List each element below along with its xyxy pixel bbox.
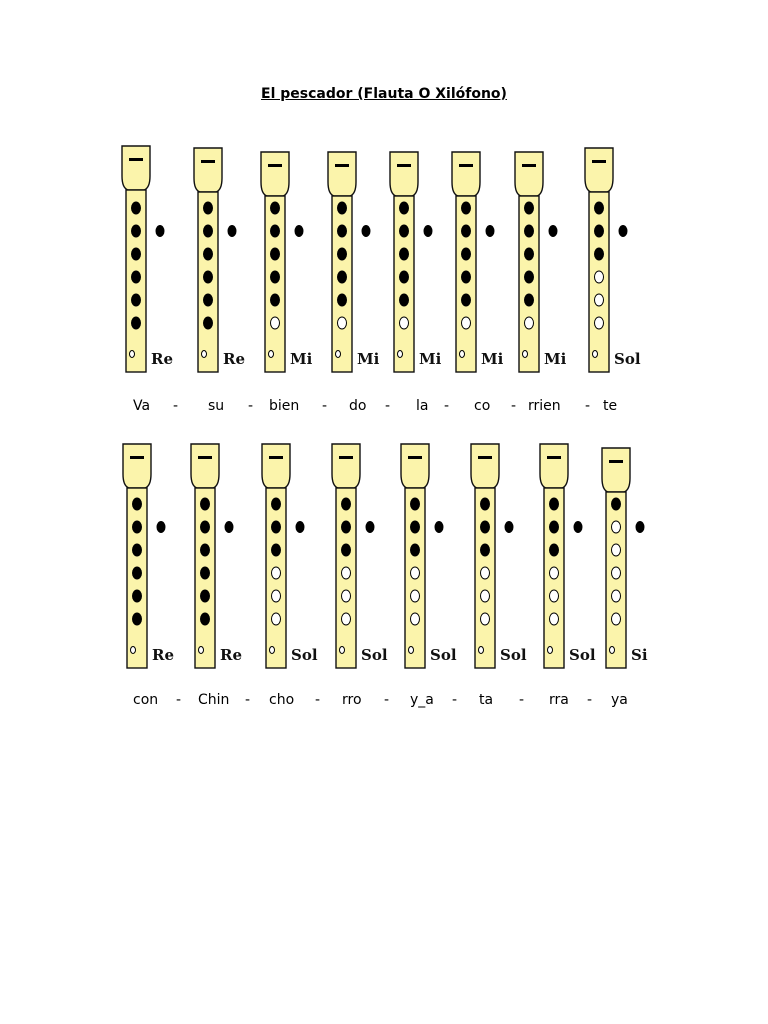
- note-label: Si: [631, 646, 648, 664]
- small-open-hole: [131, 647, 136, 654]
- open-hole: [612, 613, 621, 625]
- open-hole: [595, 271, 604, 283]
- lyric-syllable: y_a: [410, 692, 434, 708]
- note-label: Sol: [500, 646, 527, 664]
- flute-head: [122, 146, 150, 190]
- flute-head: [194, 148, 222, 192]
- closed-hole: [462, 202, 471, 214]
- mouthpiece-slot: [129, 158, 143, 161]
- note-label: Mi: [357, 350, 380, 368]
- open-hole: [595, 317, 604, 329]
- closed-hole: [338, 225, 347, 237]
- lyric-syllable: rra: [549, 692, 569, 708]
- flute-5: [401, 444, 457, 668]
- closed-hole: [462, 271, 471, 283]
- flute-4: [328, 152, 380, 372]
- open-hole: [612, 590, 621, 602]
- closed-hole: [400, 225, 409, 237]
- flute-head: [452, 152, 480, 196]
- lyric-syllable: te: [603, 398, 618, 414]
- mouthpiece-slot: [198, 456, 212, 459]
- mouthpiece-slot: [547, 456, 561, 459]
- closed-hole: [338, 248, 347, 260]
- mouthpiece-slot: [592, 160, 606, 163]
- lyric-syllable: con: [133, 692, 159, 708]
- flute-1: [123, 444, 174, 668]
- closed-hole: [411, 498, 420, 510]
- small-open-hole: [523, 351, 528, 358]
- thumb-hole: [296, 522, 304, 533]
- thumb-hole: [549, 226, 557, 237]
- thumb-hole: [157, 522, 165, 533]
- note-label: Mi: [481, 350, 504, 368]
- closed-hole: [132, 202, 141, 214]
- closed-hole: [201, 613, 210, 625]
- closed-hole: [400, 248, 409, 260]
- flute-head: [471, 444, 499, 488]
- closed-hole: [525, 248, 534, 260]
- closed-hole: [204, 317, 213, 329]
- lyric-hyphen: -: [384, 692, 390, 708]
- lyric-hyphen: -: [444, 398, 450, 414]
- open-hole: [411, 590, 420, 602]
- lyrics-line-1: [0, 398, 768, 418]
- closed-hole: [525, 225, 534, 237]
- lyric-syllable: ya: [611, 692, 628, 708]
- closed-hole: [411, 521, 420, 533]
- lyric-syllable: Va: [133, 398, 151, 414]
- note-label: Re: [223, 350, 246, 368]
- flute-head: [515, 152, 543, 196]
- thumb-hole: [156, 226, 164, 237]
- closed-hole: [525, 294, 534, 306]
- closed-hole: [133, 613, 142, 625]
- closed-hole: [133, 498, 142, 510]
- closed-hole: [462, 294, 471, 306]
- closed-hole: [204, 294, 213, 306]
- thumb-hole: [228, 226, 236, 237]
- thumb-hole: [225, 522, 233, 533]
- lyric-hyphen: -: [322, 398, 328, 414]
- mouthpiece-slot: [609, 460, 623, 463]
- fingering-diagrams-row-2: [0, 436, 768, 676]
- closed-hole: [133, 590, 142, 602]
- thumb-hole: [295, 226, 303, 237]
- flute-8: [585, 148, 641, 372]
- flute-row-1: [0, 140, 768, 380]
- flute-head: [401, 444, 429, 488]
- closed-hole: [201, 567, 210, 579]
- mouthpiece-slot: [522, 164, 536, 167]
- flute-7: [540, 444, 596, 668]
- note-label: Re: [151, 350, 174, 368]
- thumb-hole: [636, 522, 644, 533]
- closed-hole: [271, 294, 280, 306]
- open-hole: [272, 613, 281, 625]
- open-hole: [400, 317, 409, 329]
- flute-2: [194, 148, 245, 372]
- flute-body: [332, 196, 352, 372]
- closed-hole: [342, 498, 351, 510]
- lyric-hyphen: -: [585, 398, 591, 414]
- flute-head: [332, 444, 360, 488]
- flute-3: [261, 152, 313, 372]
- closed-hole: [550, 521, 559, 533]
- closed-hole: [595, 202, 604, 214]
- closed-hole: [132, 294, 141, 306]
- lyric-hyphen: -: [176, 692, 182, 708]
- mouthpiece-slot: [335, 164, 349, 167]
- note-label: Re: [152, 646, 175, 664]
- note-label: Mi: [544, 350, 567, 368]
- thumb-hole: [574, 522, 582, 533]
- closed-hole: [481, 498, 490, 510]
- flute-head: [191, 444, 219, 488]
- open-hole: [525, 317, 534, 329]
- mouthpiece-slot: [459, 164, 473, 167]
- open-hole: [612, 521, 621, 533]
- closed-hole: [272, 521, 281, 533]
- lyric-hyphen: -: [511, 398, 517, 414]
- note-label: Mi: [290, 350, 313, 368]
- closed-hole: [271, 202, 280, 214]
- closed-hole: [201, 498, 210, 510]
- open-hole: [550, 590, 559, 602]
- open-hole: [271, 317, 280, 329]
- flute-8: [602, 448, 648, 668]
- closed-hole: [204, 202, 213, 214]
- open-hole: [481, 590, 490, 602]
- flute-body: [394, 196, 414, 372]
- small-open-hole: [548, 647, 553, 654]
- lyric-syllable: Chin: [198, 692, 230, 708]
- closed-hole: [132, 248, 141, 260]
- flute-body: [606, 492, 626, 668]
- closed-hole: [595, 248, 604, 260]
- open-hole: [411, 613, 420, 625]
- flute-head: [123, 444, 151, 488]
- closed-hole: [481, 521, 490, 533]
- lyric-syllable: cho: [269, 692, 295, 708]
- flute-3: [262, 444, 318, 668]
- small-open-hole: [336, 351, 341, 358]
- lyric-syllable: bien: [269, 398, 300, 414]
- mouthpiece-slot: [397, 164, 411, 167]
- lyric-hyphen: -: [587, 692, 593, 708]
- flute-2: [191, 444, 242, 668]
- thumb-hole: [505, 522, 513, 533]
- closed-hole: [338, 202, 347, 214]
- closed-hole: [204, 225, 213, 237]
- lyric-syllable: co: [474, 398, 491, 414]
- open-hole: [338, 317, 347, 329]
- open-hole: [481, 613, 490, 625]
- open-hole: [411, 567, 420, 579]
- flute-body: [265, 196, 285, 372]
- small-open-hole: [409, 647, 414, 654]
- closed-hole: [342, 521, 351, 533]
- lyric-syllable: ta: [479, 692, 494, 708]
- small-open-hole: [130, 351, 135, 358]
- small-open-hole: [270, 647, 275, 654]
- flute-head: [262, 444, 290, 488]
- thumb-hole: [424, 226, 432, 237]
- flute-head: [585, 148, 613, 192]
- closed-hole: [133, 521, 142, 533]
- closed-hole: [525, 202, 534, 214]
- closed-hole: [271, 225, 280, 237]
- mouthpiece-slot: [478, 456, 492, 459]
- flute-body: [456, 196, 476, 372]
- closed-hole: [272, 498, 281, 510]
- closed-hole: [462, 248, 471, 260]
- open-hole: [481, 567, 490, 579]
- open-hole: [342, 590, 351, 602]
- closed-hole: [271, 248, 280, 260]
- open-hole: [342, 613, 351, 625]
- closed-hole: [204, 248, 213, 260]
- small-open-hole: [340, 647, 345, 654]
- page-title: El pescador (Flauta O Xilófono): [261, 86, 507, 102]
- small-open-hole: [593, 351, 598, 358]
- flute-5: [390, 152, 442, 372]
- closed-hole: [411, 544, 420, 556]
- thumb-hole: [362, 226, 370, 237]
- flute-head: [390, 152, 418, 196]
- mouthpiece-slot: [269, 456, 283, 459]
- small-open-hole: [460, 351, 465, 358]
- small-open-hole: [202, 351, 207, 358]
- closed-hole: [550, 498, 559, 510]
- closed-hole: [342, 544, 351, 556]
- open-hole: [342, 567, 351, 579]
- closed-hole: [525, 271, 534, 283]
- thumb-hole: [486, 226, 494, 237]
- closed-hole: [201, 590, 210, 602]
- small-open-hole: [610, 647, 615, 654]
- open-hole: [272, 590, 281, 602]
- thumb-hole: [619, 226, 627, 237]
- note-label: Sol: [291, 646, 318, 664]
- flute-head: [261, 152, 289, 196]
- closed-hole: [338, 271, 347, 283]
- small-open-hole: [269, 351, 274, 358]
- flute-4: [332, 444, 388, 668]
- closed-hole: [462, 225, 471, 237]
- open-hole: [462, 317, 471, 329]
- flute-head: [328, 152, 356, 196]
- note-label: Sol: [614, 350, 641, 368]
- closed-hole: [271, 271, 280, 283]
- flute-7: [515, 152, 567, 372]
- note-label: Sol: [430, 646, 457, 664]
- mouthpiece-slot: [201, 160, 215, 163]
- mouthpiece-slot: [408, 456, 422, 459]
- flute-row-2: [0, 436, 768, 676]
- open-hole: [550, 613, 559, 625]
- lyric-syllable: rrien: [528, 398, 561, 414]
- closed-hole: [204, 271, 213, 283]
- small-open-hole: [398, 351, 403, 358]
- lyric-hyphen: -: [245, 692, 251, 708]
- closed-hole: [338, 294, 347, 306]
- lyric-hyphen: -: [248, 398, 254, 414]
- lyric-syllable: su: [208, 398, 225, 414]
- note-label: Mi: [419, 350, 442, 368]
- small-open-hole: [479, 647, 484, 654]
- closed-hole: [400, 294, 409, 306]
- note-label: Sol: [361, 646, 388, 664]
- closed-hole: [133, 567, 142, 579]
- closed-hole: [595, 225, 604, 237]
- closed-hole: [133, 544, 142, 556]
- closed-hole: [612, 498, 621, 510]
- open-hole: [612, 544, 621, 556]
- mouthpiece-slot: [130, 456, 144, 459]
- closed-hole: [201, 544, 210, 556]
- closed-hole: [132, 225, 141, 237]
- flute-head: [602, 448, 630, 492]
- mouthpiece-slot: [268, 164, 282, 167]
- flute-head: [540, 444, 568, 488]
- flute-6: [452, 152, 504, 372]
- mouthpiece-slot: [339, 456, 353, 459]
- closed-hole: [272, 544, 281, 556]
- fingering-diagrams-row-1: [0, 140, 768, 380]
- flute-1: [122, 146, 173, 372]
- open-hole: [595, 294, 604, 306]
- small-open-hole: [199, 647, 204, 654]
- closed-hole: [201, 521, 210, 533]
- open-hole: [612, 567, 621, 579]
- lyric-hyphen: -: [385, 398, 391, 414]
- lyric-syllable: rro: [342, 692, 362, 708]
- closed-hole: [481, 544, 490, 556]
- thumb-hole: [366, 522, 374, 533]
- flute-6: [471, 444, 527, 668]
- lyric-hyphen: -: [315, 692, 321, 708]
- open-hole: [272, 567, 281, 579]
- closed-hole: [132, 317, 141, 329]
- lyric-hyphen: -: [452, 692, 458, 708]
- closed-hole: [400, 271, 409, 283]
- open-hole: [550, 567, 559, 579]
- lyric-hyphen: -: [173, 398, 179, 414]
- flute-body: [519, 196, 539, 372]
- closed-hole: [132, 271, 141, 283]
- note-label: Sol: [569, 646, 596, 664]
- thumb-hole: [435, 522, 443, 533]
- lyric-hyphen: -: [519, 692, 525, 708]
- lyric-syllable: la: [416, 398, 429, 414]
- note-label: Re: [220, 646, 243, 664]
- closed-hole: [550, 544, 559, 556]
- closed-hole: [400, 202, 409, 214]
- lyric-syllable: do: [349, 398, 367, 414]
- lyrics-line-2: [0, 692, 768, 712]
